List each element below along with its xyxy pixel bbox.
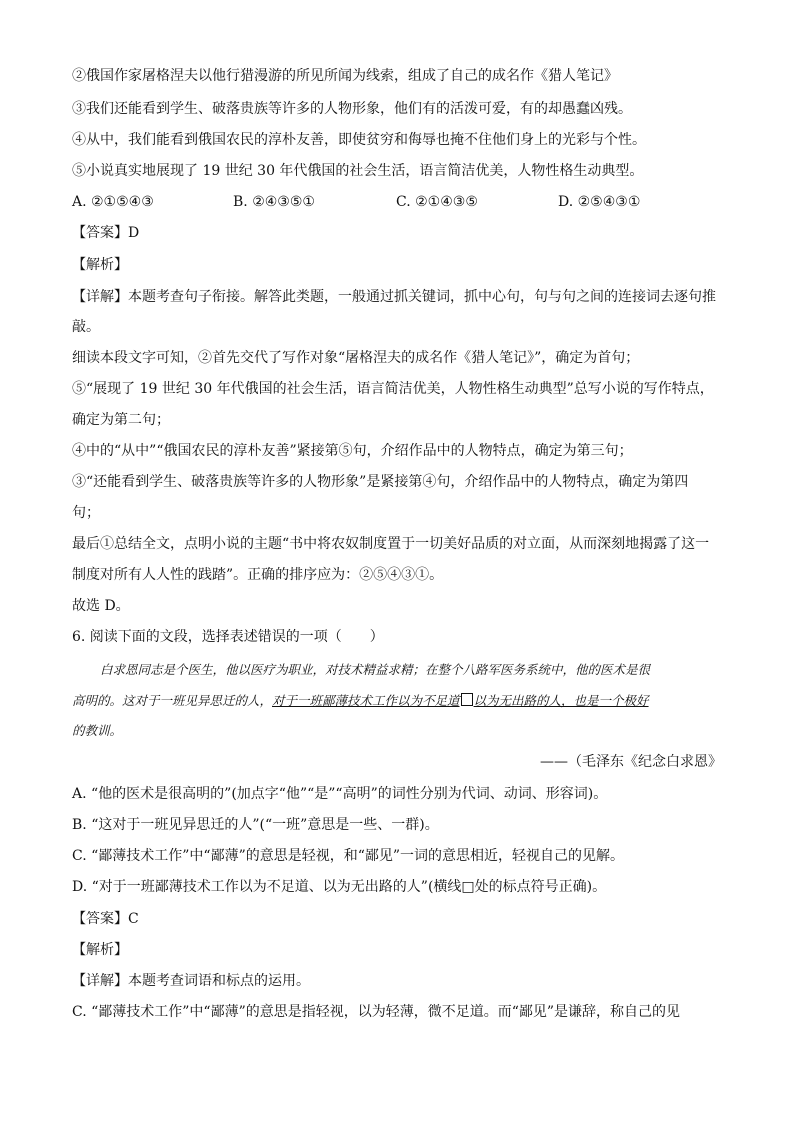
q5-detail-line: 最后①总结全文，点明小说的主题“书中将农奴制度置于一切美好品质的对立面，从而深刻地揭露了这一 [72, 536, 710, 552]
q6-option-c: C. “鄙薄技术工作”中“鄙薄”的意思是轻视，和“鄙见”一词的意思相近，轻视自己的见解。 [72, 848, 625, 864]
q5-detail-line: 确定为第二句； [72, 412, 170, 428]
q6-passage-line [72, 692, 722, 710]
q6-option-a: A. “他的医术是很高明的”(加点字“他”“是”“高明”的词性分别为代词、动词、形容词)。 [72, 786, 608, 802]
q5-option-d: D. ②⑤④③① [558, 194, 641, 210]
q6-passage-line: 的教训。 [72, 723, 123, 738]
q6-stem: 6. 阅读下面的文段，选择表述错误的一项（ ） [72, 629, 384, 645]
q5-sentence-2: ②俄国作家屠格涅夫以他行猎漫游的所见所闻为线索，组成了自己的成名作《猎人笔记》 [72, 68, 618, 84]
q6-analysis-heading: 【解析】 [72, 942, 128, 958]
q5-option-c: C. ②①④③⑤ [396, 194, 478, 210]
q5-detail-line: 制度对所有人人性的践踏”。正确的排序应为：②⑤④③①。 [72, 567, 444, 583]
q6-passage-line: 白求恩同志是个医生，他以医疗为职业，对技术精益求精；在整个八路军医务系统中，他的医术是很 [100, 662, 651, 677]
q5-analysis-heading: 【解析】 [72, 257, 128, 273]
q6-option-b: B. “这对于一班见异思迁的人”(“一班”意思是一些、一群)。 [72, 817, 439, 833]
q5-detail-line: ⑤“展现了 19 世纪 30 年代俄国的社会生活，语言简洁优美，人物性格生动典型”总写小说的写作特点， [72, 381, 714, 397]
q5-detail-line: 【详解】本题考查句子衔接。解答此类题，一般通过抓关键词，抓中心句，句与句之间的连接词去逐句推 [72, 289, 716, 305]
q5-sentence-3: ③我们还能看到学生、破落贵族等许多的人物形象，他们有的活泼可爱，有的却愚蠢凶残。 [72, 101, 632, 117]
q5-option-a: A. ②①⑤④③ [72, 194, 154, 210]
blank-box-icon [461, 693, 473, 706]
q6-passage-underlined: 以为无出路的人，也是一个极好 [473, 693, 649, 708]
q6-passage-underlined: 对于一班鄙薄技术工作以为不足道 [272, 693, 460, 708]
q5-detail-line: 故选 D。 [72, 598, 130, 614]
q5-sentence-5: ⑤小说真实地展现了 19 世纪 30 年代俄国的社会生活，语言简洁优美，人物性格生动典型。 [72, 163, 644, 179]
q5-detail-line: ④中的“从中”“俄国农民的淳朴友善”紧接第⑤句，介绍作品中的人物特点，确定为第三句； [72, 443, 633, 459]
q5-answer: 【答案】D [72, 225, 140, 241]
q5-option-b: B. ②④③⑤① [233, 194, 315, 210]
q5-detail-line: ③“还能看到学生、破落贵族等许多的人物形象”是紧接第④句，介绍作品中的人物特点，确定为第四 [72, 474, 689, 490]
q6-detail-line: C. “鄙薄技术工作”中“鄙薄”的意思是指轻视，以为轻薄，微不足道。而“鄙见”是谦辞，称自己的见 [72, 1004, 681, 1020]
q6-option-d: D. “对于一班鄙薄技术工作以为不足道、以为无出路的人”(横线□处的标点符号正确)。 [72, 879, 607, 895]
q6-detail-line: 【详解】本题考查词语和标点的运用。 [72, 973, 310, 989]
q5-sentence-4: ④从中，我们能看到俄国农民的淳朴友善，即使贫穷和侮辱也掩不住他们身上的光彩与个性。 [72, 132, 646, 148]
q5-detail-line: 细读本段文字可知，②首先交代了写作对象“屠格涅夫的成名作《猎人笔记》”，确定为首句； [72, 350, 640, 366]
q6-source: ——（毛泽东《纪念白求恩》 [540, 754, 722, 770]
q6-answer: 【答案】C [72, 911, 139, 927]
q6-passage-segment: 高明的。这对于一班见异思迁的人， [72, 693, 273, 708]
q5-detail-line: 敲。 [72, 319, 100, 335]
q5-detail-line: 句； [72, 505, 100, 521]
